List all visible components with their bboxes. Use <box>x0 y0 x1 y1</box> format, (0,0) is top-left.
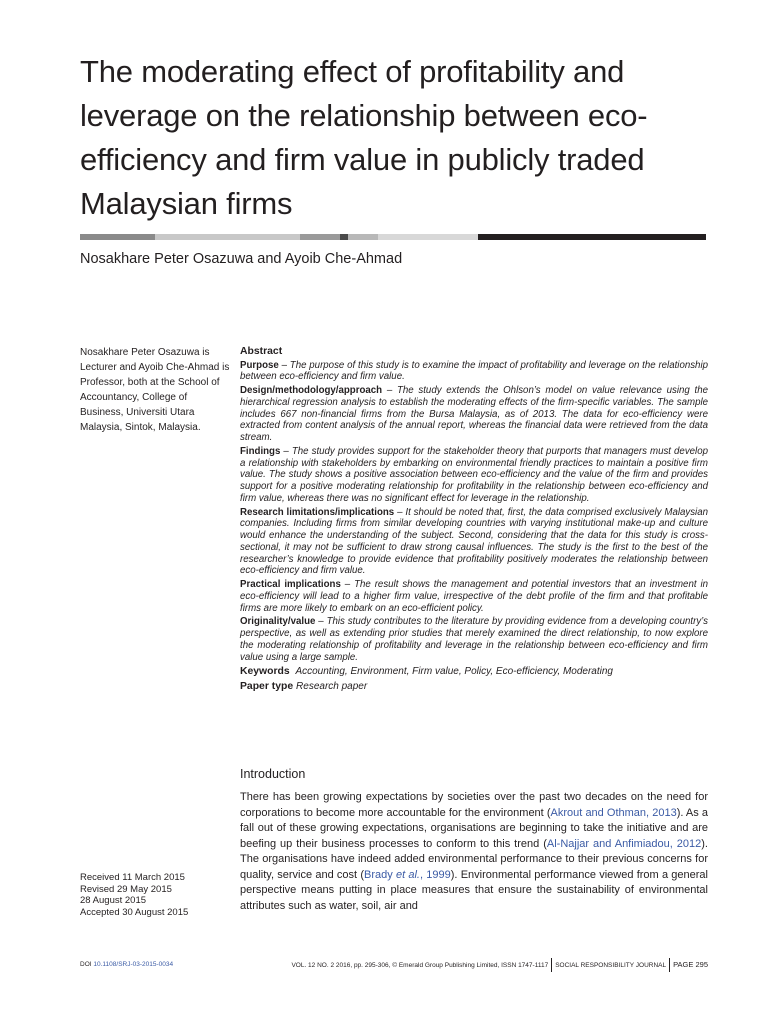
intro-text-4: ). Environmental performance viewed from a general perspective means putting in place measures that ensure the sustainability of environmental attributes such as water, soil, air and <box>240 868 708 912</box>
footer-separator <box>669 958 670 972</box>
abstract-originality: Originality/value – This study contributes to the literature by providing evidence from a developing country’s perspective, as well as extending prior studies that merely examined the direct relationship, to now explore the moderating relationship of profitability and leverage in the relationship between eco-efficiency and firm value using a large sample. <box>240 616 708 663</box>
author-bio: Nosakhare Peter Osazuwa is Lecturer and Ayoib Che-Ahmad is Professor, both at the School of Accountancy, College of Business, Universiti Utara Malaysia, Sintok, Malaysia. <box>80 347 230 433</box>
citation-akrout-othman[interactable]: Akrout and Othman, 2013 <box>550 806 677 819</box>
purpose-label: Purpose <box>240 359 279 371</box>
accepted-date: Accepted 30 August 2015 <box>80 906 189 918</box>
volume-info: VOL. 12 NO. 2 2016, pp. 295-306, © Emerald Group Publishing Limited, ISSN 1747-1117 <box>291 962 549 969</box>
purpose-text: The purpose of this study is to examine the impact of profitability and leverage on the relationship between eco-efficiency and firm value. <box>240 359 708 383</box>
citation-brady-author: Brady <box>364 868 396 881</box>
title-divider-bar <box>80 234 706 240</box>
keywords-text: Accounting, Environment, Firm value, Policy, Eco-efficiency, Moderating <box>295 666 613 678</box>
abstract-practical: Practical implications – The result shows the management and potential investors that an investment in eco-efficiency will lead to a higher firm value, irrespective of the debt profile of the firm and that profitable firms are more likely to embark on an eco-efficient policy. <box>240 579 708 614</box>
revised-date: Revised 29 May 2015 <box>80 883 172 895</box>
intro-text-2: ). As a fall out of these growing expectations, organisations are beginning to take the initiative and are beefing up their business processes to conform to this trend ( <box>240 806 709 850</box>
revised-date-2: 28 August 2015 <box>80 895 147 906</box>
keywords-label: Keywords <box>240 666 290 678</box>
intro-text-3: ). The organisations have indeed added environmental performance to their previous concerns for quality, service and cost ( <box>240 837 708 881</box>
doi <box>80 958 173 972</box>
doi-link[interactable]: 10.1108/SRJ-03-2015-0034 <box>93 961 174 968</box>
citation-al-najjar[interactable]: Al-Najjar and Anfimiadou, 2012 <box>546 837 702 850</box>
introduction-heading: Introduction <box>240 767 306 781</box>
abstract-heading: Abstract <box>240 346 283 357</box>
design-label: Design/methodology/approach <box>240 385 383 397</box>
abstract-findings: Findings – The study provides support for the stakeholder theory that purports that managers must develop a relationship with stakeholders by embarking on environmental friendly practices to maintain a positive firm value. The study shows a positive association between eco-efficiency and the value of the firm and provides support for a positive moderating relationship for profitability in the relationship between eco-efficiency and firm value, whereas there was no significant effect for leverage in the relationship. <box>240 446 708 504</box>
abstract-paper-type <box>240 681 708 693</box>
abstract-limitations: Research limitations/implications – It should be noted that, first, the data comprised exclusively Malaysian companies. Including firms from similar developing countries with varying institutional make-up and culture would enhance the understanding of the subject. Second, considering that the data for this study is cross-sectional, it may not be sufficient to draw strong causal influences. The study is the first to the best of the researcher’s knowledge to provide evidence that profitability positively moderates the relationship between eco-efficiency and firm value. <box>240 506 708 577</box>
practical-text: The result shows the management and potential investors that an investment in eco-efficiency will lead to a higher firm value, irrespective of the debt profile of the firm and that profitable firms are more likely to embark on an eco-efficient policy. <box>240 579 708 614</box>
abstract-section <box>240 346 708 695</box>
citation-brady-year: , 1999 <box>420 868 451 881</box>
originality-text: This study contributes to the literature by providing evidence from a developing country’s perspective, as well as extending prior studies that merely examined the direct relationship, to now explore the moderating relationship of profitability and leverage in the relationship between eco-efficiency and firm value using a large sample. <box>240 616 708 663</box>
page-number: PAGE 295 <box>673 960 708 969</box>
introduction-paragraph <box>240 790 708 914</box>
findings-text: The study provides support for the stakeholder theory that purports that managers must develop a relationship with stakeholders by embarking on environmental friendly practices to maintain a positive firm value. The study shows a positive association between eco-efficiency and the value of the firm and provides support for a positive moderating relationship for profitability in the relationship between eco-efficiency and firm value, whereas there was no significant effect for leverage in the relationship. <box>240 446 708 504</box>
article-title: The moderating effect of profitability and leverage on the relationship between eco-efficiency and firm value in publicly traded Malaysian firms <box>80 54 648 221</box>
author-names: Nosakhare Peter Osazuwa and Ayoib Che-Ahmad <box>80 251 403 267</box>
practical-label: Practical implications <box>240 579 341 591</box>
page-footer <box>80 958 708 972</box>
paper-type-text: Research paper <box>296 680 368 692</box>
citation-brady[interactable] <box>364 869 451 881</box>
citation-brady-etal: et al. <box>395 868 420 881</box>
footer-publication-info <box>291 958 708 973</box>
paper-type-label: Paper type <box>240 680 294 692</box>
article-history <box>80 872 230 918</box>
abstract-design: Design/methodology/approach – The study extends the Ohlson’s model on value relevance using the hierarchical regression analysis to establish the moderating effects of the firm-specific variables. The sample includes 667 non-financial firms from the Bursa Malaysia, as of 2013. The data for eco-efficiency were extracted from content analysis of the annual report, whereas the financial data were retrieved from the data stream. <box>240 385 708 444</box>
footer-separator <box>551 958 552 972</box>
received-date: Received 11 March 2015 <box>80 872 185 883</box>
originality-label: Originality/value <box>240 616 316 628</box>
limitations-text: It should be noted that, first, the data comprised exclusively Malaysian companies. Including firms from similar developing countries with varying institutional make-up and culture would enhance the understanding of the subject. Second, considering that the data for this study is cross-sectional, it may not be sufficient to draw strong causal influences. The study is the first to the best of the researcher’s knowledge to provide evidence that profitability positively moderates the relationship between eco-efficiency and firm value. <box>240 506 708 577</box>
intro-text-1: There has been growing expectations by societies over the past two decades on the need for corporations to become more accountable for the environment ( <box>240 791 708 819</box>
findings-label: Findings <box>240 446 281 457</box>
design-text: The study extends the Ohlson’s model on value relevance using the hierarchical regression analysis to establish the moderating effects of the firm-specific variables. The sample includes 667 non-financial firms from the Bursa Malaysia, as of 2013. The data for eco-efficiency were extracted from content analysis of the annual report, whereas the financial data were retrieved from the data stream. <box>240 385 708 444</box>
abstract-purpose: Purpose – The purpose of this study is to examine the impact of profitability and leverage on the relationship between eco-efficiency and firm value. <box>240 359 708 383</box>
abstract-keywords <box>240 666 708 678</box>
doi-label: DOI <box>80 961 92 968</box>
journal-name: SOCIAL RESPONSIBILITY JOURNAL <box>555 962 667 969</box>
limitations-label: Research limitations/implications <box>240 506 395 518</box>
